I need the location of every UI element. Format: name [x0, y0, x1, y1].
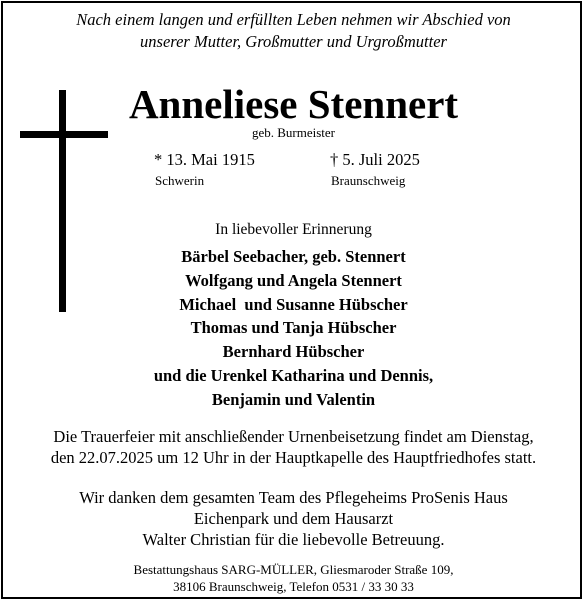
- birth-name: geb. Burmeister: [251, 125, 336, 140]
- death-date: † 5. Juli 2025: [330, 150, 420, 169]
- ceremony-text: [0, 426, 587, 468]
- family-line: Michael und Susanne Hübscher: [179, 294, 408, 314]
- deceased-name: Anneliese Stennert: [128, 81, 459, 127]
- family-line: Bärbel Seebacher, geb. Stennert: [181, 247, 406, 266]
- ceremony-line: Die Trauerfeier mit anschließender Urnenbeisetzung findet am Dienstag,: [53, 427, 534, 446]
- birth-date: * 13. Mai 1915: [154, 150, 255, 169]
- ceremony-line: den 22.07.2025 um 12 Uhr in der Hauptkapelle des Hauptfriedhofes statt.: [50, 448, 537, 467]
- family-line: Thomas und Tanja Hübscher: [190, 318, 397, 338]
- family-list: [0, 245, 587, 412]
- birth-place: Schwerin: [155, 173, 205, 188]
- intro-line: unserer Mutter, Großmutter und Urgroßmutter: [140, 32, 447, 51]
- thanks-text: [0, 487, 587, 550]
- family-line: Wolfgang und Angela Stennert: [185, 270, 402, 290]
- intro-text: [0, 9, 587, 53]
- undertaker-line: 38106 Braunschweig, Telefon 0531 / 33 30 33: [173, 579, 414, 594]
- intro-line: Nach einem langen und erfüllten Leben nehmen wir Abschied von: [76, 10, 511, 29]
- undertaker-info: [0, 561, 587, 595]
- thanks-line: Wir danken dem gesamten Team des Pflegeheims ProSenis Haus: [79, 488, 508, 507]
- family-line: Benjamin und Valentin: [211, 389, 376, 409]
- undertaker-line: Bestattungshaus SARG-MÜLLER, Gliesmaroder Straße 109,: [133, 562, 454, 577]
- family-line: und die Urenkel Katharina und Dennis,: [153, 365, 434, 385]
- thanks-line: Eichenpark und dem Hausarzt: [193, 509, 394, 528]
- thanks-line: Walter Christian für die liebevolle Betreuung.: [142, 530, 445, 549]
- family-line: Bernhard Hübscher: [222, 342, 365, 362]
- death-place: Braunschweig: [331, 173, 406, 188]
- memory-line: In liebevoller Erinnerung: [215, 221, 372, 238]
